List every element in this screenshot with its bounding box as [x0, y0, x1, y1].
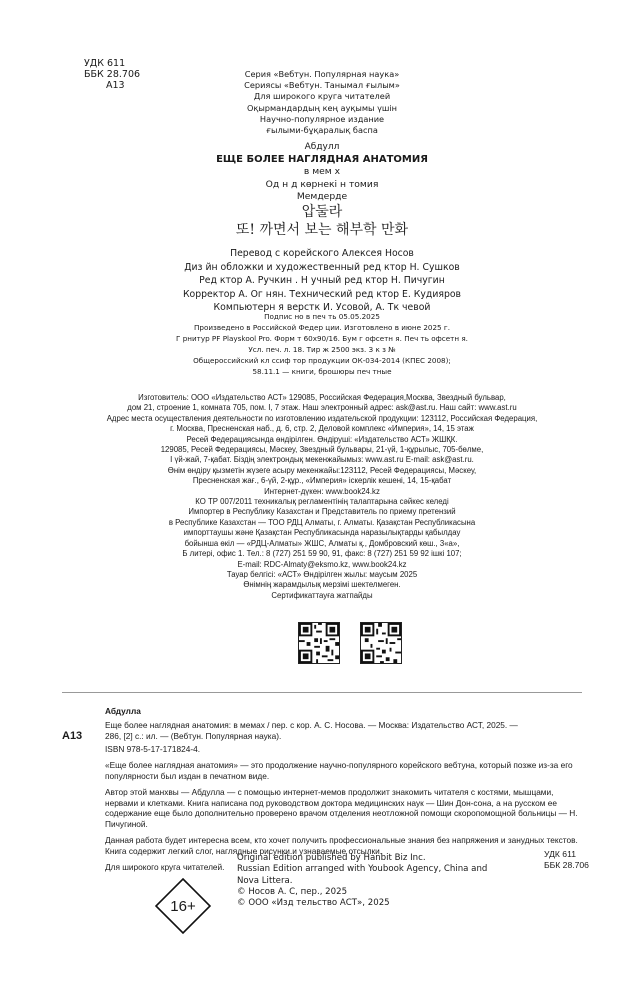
publisher-line: в Республике Казахстан — ТОО РДЦ Алматы, г. Алматы. Қазақстан Республикасына	[168, 517, 476, 527]
publisher-line: Импортер в Республику Казахстан и Представитель по приему претензий	[188, 507, 456, 517]
annotation-paragraph	[62, 760, 582, 782]
udk-block-bottom	[544, 849, 589, 871]
publisher-line: Өнімнің жарамдылық мерзімі шектелмеген.	[243, 580, 401, 590]
subtitle-block	[0, 166, 644, 204]
imprint-line: Г рнитур PF Playskool Pro. Форм т 60x90/16. Бум г офсетн я. Печ ть офсетн я.	[176, 334, 468, 343]
biblio-line: 286, [2] с.: ил. — (Вебтун. Популярная наука).	[105, 730, 282, 741]
qr-code	[298, 622, 340, 664]
imprint-line: Произведено в Российской Федер ции. Изготовлено в июне 2025 г.	[194, 323, 450, 332]
biblio-code: А13	[62, 729, 83, 742]
qr-code	[360, 622, 402, 664]
publisher-line: Пресненская жағ., 6-үй, 2-құр., «Империя» іскерлік кешені, 14, 15-қабат	[192, 476, 452, 486]
udk-code: УДК 611	[84, 58, 126, 69]
credit-line: Компьютерн я верстк И. Усовой, А. Тк чевой	[213, 302, 431, 313]
credit-line: Ред ктор А. Ручкин . Н учный ред ктор Н. Пичугин	[199, 275, 445, 286]
publisher-block	[0, 393, 644, 601]
imprint-block	[0, 311, 644, 377]
credit-line: Перевод с корейского Алексея Носов	[230, 248, 414, 259]
korean-title: 또! 까면서 보는 해부학 만화	[235, 222, 409, 238]
imprint-line: Общероссийский кл ссиф тор продукции ОК-034-2014 (КПЕС 2008);	[193, 356, 451, 365]
publisher-line: Адрес места осуществления деятельности по изготовлению издательской продукции: 123112, Российская Федерация,	[106, 413, 538, 423]
author-sign: А13	[106, 80, 125, 91]
series-line: Для широкого круга читателей	[253, 91, 391, 102]
korean-author: 압둘라	[301, 204, 343, 220]
publisher-line: Интернет-дүкен: www.book24.kz	[264, 486, 380, 496]
bibliographic-record	[62, 706, 582, 872]
imprint-line: 58.11.1 — книги, брошюры печ тные	[252, 367, 392, 376]
annotation-text: Автор этой манхвы — Абдулла — с помощью интернет-мемов продолжит знакомить читателя с костями, мышцами, нервами и клетками. Книга написана под руководством доктора медицинских наук — Шин Дон-сона, а на русском ее содержание еще было дополнительно проверено врачом отделения неотложной помощи скоропомощной больницы — Н. Пичугиной.	[105, 786, 578, 830]
publisher-line: импорттаушы және Қазақстан Республикасында наразылықтарды қабылдау	[183, 528, 461, 538]
section-divider	[62, 692, 582, 693]
publisher-line: Сертификаттауға жатпайды	[271, 590, 373, 600]
annotation-text: Данная работа будет интересна всем, кто хочет получить профессиональные знания без напряжения и занудных текстов. Книга содержит легкий слог, наглядные рисунки и узнаваемые отсылки.	[105, 834, 578, 856]
biblio-entry	[62, 717, 582, 755]
book-title: ЕЩЕ БОЛЕЕ НАГЛЯДНАЯ АНАТОМИЯ	[216, 154, 428, 165]
bbk-code: ББК 28.706	[544, 860, 589, 870]
imprint-line: Усл. печ. л. 18. Тир ж 2500 экз. З к з №	[248, 345, 396, 354]
publisher-line: Тауар белгісі: «АСТ» Өндірілген жылы: маусым 2025	[226, 569, 418, 579]
publisher-line: Өнім өндіру қызметін жүзеге асыру мекенжайы:123112, Ресей Федерациясы, Мәскеу,	[167, 465, 477, 475]
bbk-code: ББК 28.706	[84, 69, 141, 80]
copyright-line: Russian Edition arranged with Youbook Agency, China and	[237, 864, 488, 875]
credit-line: Диз йн обложки и художественный ред ктор Н. Сушков	[184, 261, 460, 273]
annotation-paragraph	[62, 787, 582, 830]
publisher-line: I үй-жай, 7-қабат. Біздің электрондық мекенжайымыз: www.ast.ru E-mail: ask@ast.ru.	[170, 455, 474, 465]
imprint-line: Подпис но в печ ть 05.05.2025	[264, 312, 380, 321]
series-line: Оқырмандардың кең ауқымы үшін	[246, 102, 398, 113]
publisher-line: Ресей Федерациясында өндірілген. Өндіруші: «Издательство АСТ» ЖШҚК.	[186, 434, 458, 444]
subtitle-line: Од н д көрнекі н томия	[265, 178, 379, 190]
copyright-line: Nova Littera.	[237, 875, 293, 886]
publisher-line: бойынша өкіл — «РДЦ-Алматы» ЖШС, Алматы қ., Домбровский көш., 3«а»,	[184, 538, 460, 548]
series-line: ғылыми-бұқаралық баспа	[266, 125, 378, 136]
biblio-author: Абдулла	[105, 706, 141, 716]
age-rating-label: 16+	[170, 898, 196, 915]
isbn: ISBN 978-5-17-171824-4.	[105, 744, 201, 755]
udk-code: УДК 611	[544, 849, 576, 859]
author-name: Абдулл	[304, 142, 340, 152]
annotation-text: Для широкого круга читателей.	[105, 861, 225, 872]
copyright-line: Original edition published by Hanbit Biz Inc.	[237, 853, 426, 863]
copyright-line: © ООО «Изд тельство АСТ», 2025	[237, 898, 390, 909]
publisher-line: E-mail: RDC-Almaty@eksmo.kz, www.book24.kz	[237, 559, 407, 569]
publisher-line: дом 21, строение 1, комната 705, пом. I, 7 этаж. Наш электронный адрес: ask@ast.ru. Наш сайт: www.ast.ru	[127, 403, 517, 413]
annotation-text: «Еще более наглядная анатомия» — это продолжение научно-популярного корейского вебтуна, который позже из-за его популярности был издан в печатном виде.	[105, 760, 573, 781]
copyright-block	[237, 853, 487, 909]
publisher-line: 129085, Ресей Федерациясы, Мәскеу, Звездный бульвары, 21-үй, 1-құрылыс, 705-бөлме,	[160, 445, 484, 455]
subtitle-line: в мем х	[303, 166, 341, 177]
credit-line: Корректор А. Ог нян. Технический ред ктор Е. Кудияров	[182, 288, 462, 300]
qr-code-graphic	[299, 623, 339, 663]
publisher-line: КО ТР 007/2011 техникалық регламентінің талаптарына сәйкес келеді	[195, 497, 449, 507]
copyright-line: © Носов А. С, пер., 2025	[237, 886, 348, 897]
publisher-line: г. Москва, Пресненская наб., д. 6, стр. 2, Деловой комплекс «Империя», 14, 15 этаж	[170, 424, 474, 434]
qr-code-graphic	[361, 623, 401, 663]
series-block	[0, 69, 644, 136]
series-line: Сериясы «Вебтун. Танымал ғылым»	[244, 80, 400, 91]
series-line: Научно-популярное издание	[259, 113, 385, 124]
publisher-line: Изготовитель: ООО «Издательство АСТ» 129085, Российская Федерация,Москва, Звездный бульвар,	[138, 393, 506, 402]
series-line: Серия «Вебтун. Популярная наука»	[244, 69, 400, 79]
publisher-line: Б литері, офис 1. Тел.: 8 (727) 251 59 90, 91, факс: 8 (727) 251 59 92 ішкі 107;	[182, 549, 462, 559]
credits-block	[0, 247, 644, 315]
subtitle-line: Мемдерде	[296, 191, 348, 202]
biblio-line: Еще более наглядная анатомия: в мемах / пер. с кор. А. С. Носова. — Москва: Издательство АСТ, 2025. —	[105, 719, 518, 730]
